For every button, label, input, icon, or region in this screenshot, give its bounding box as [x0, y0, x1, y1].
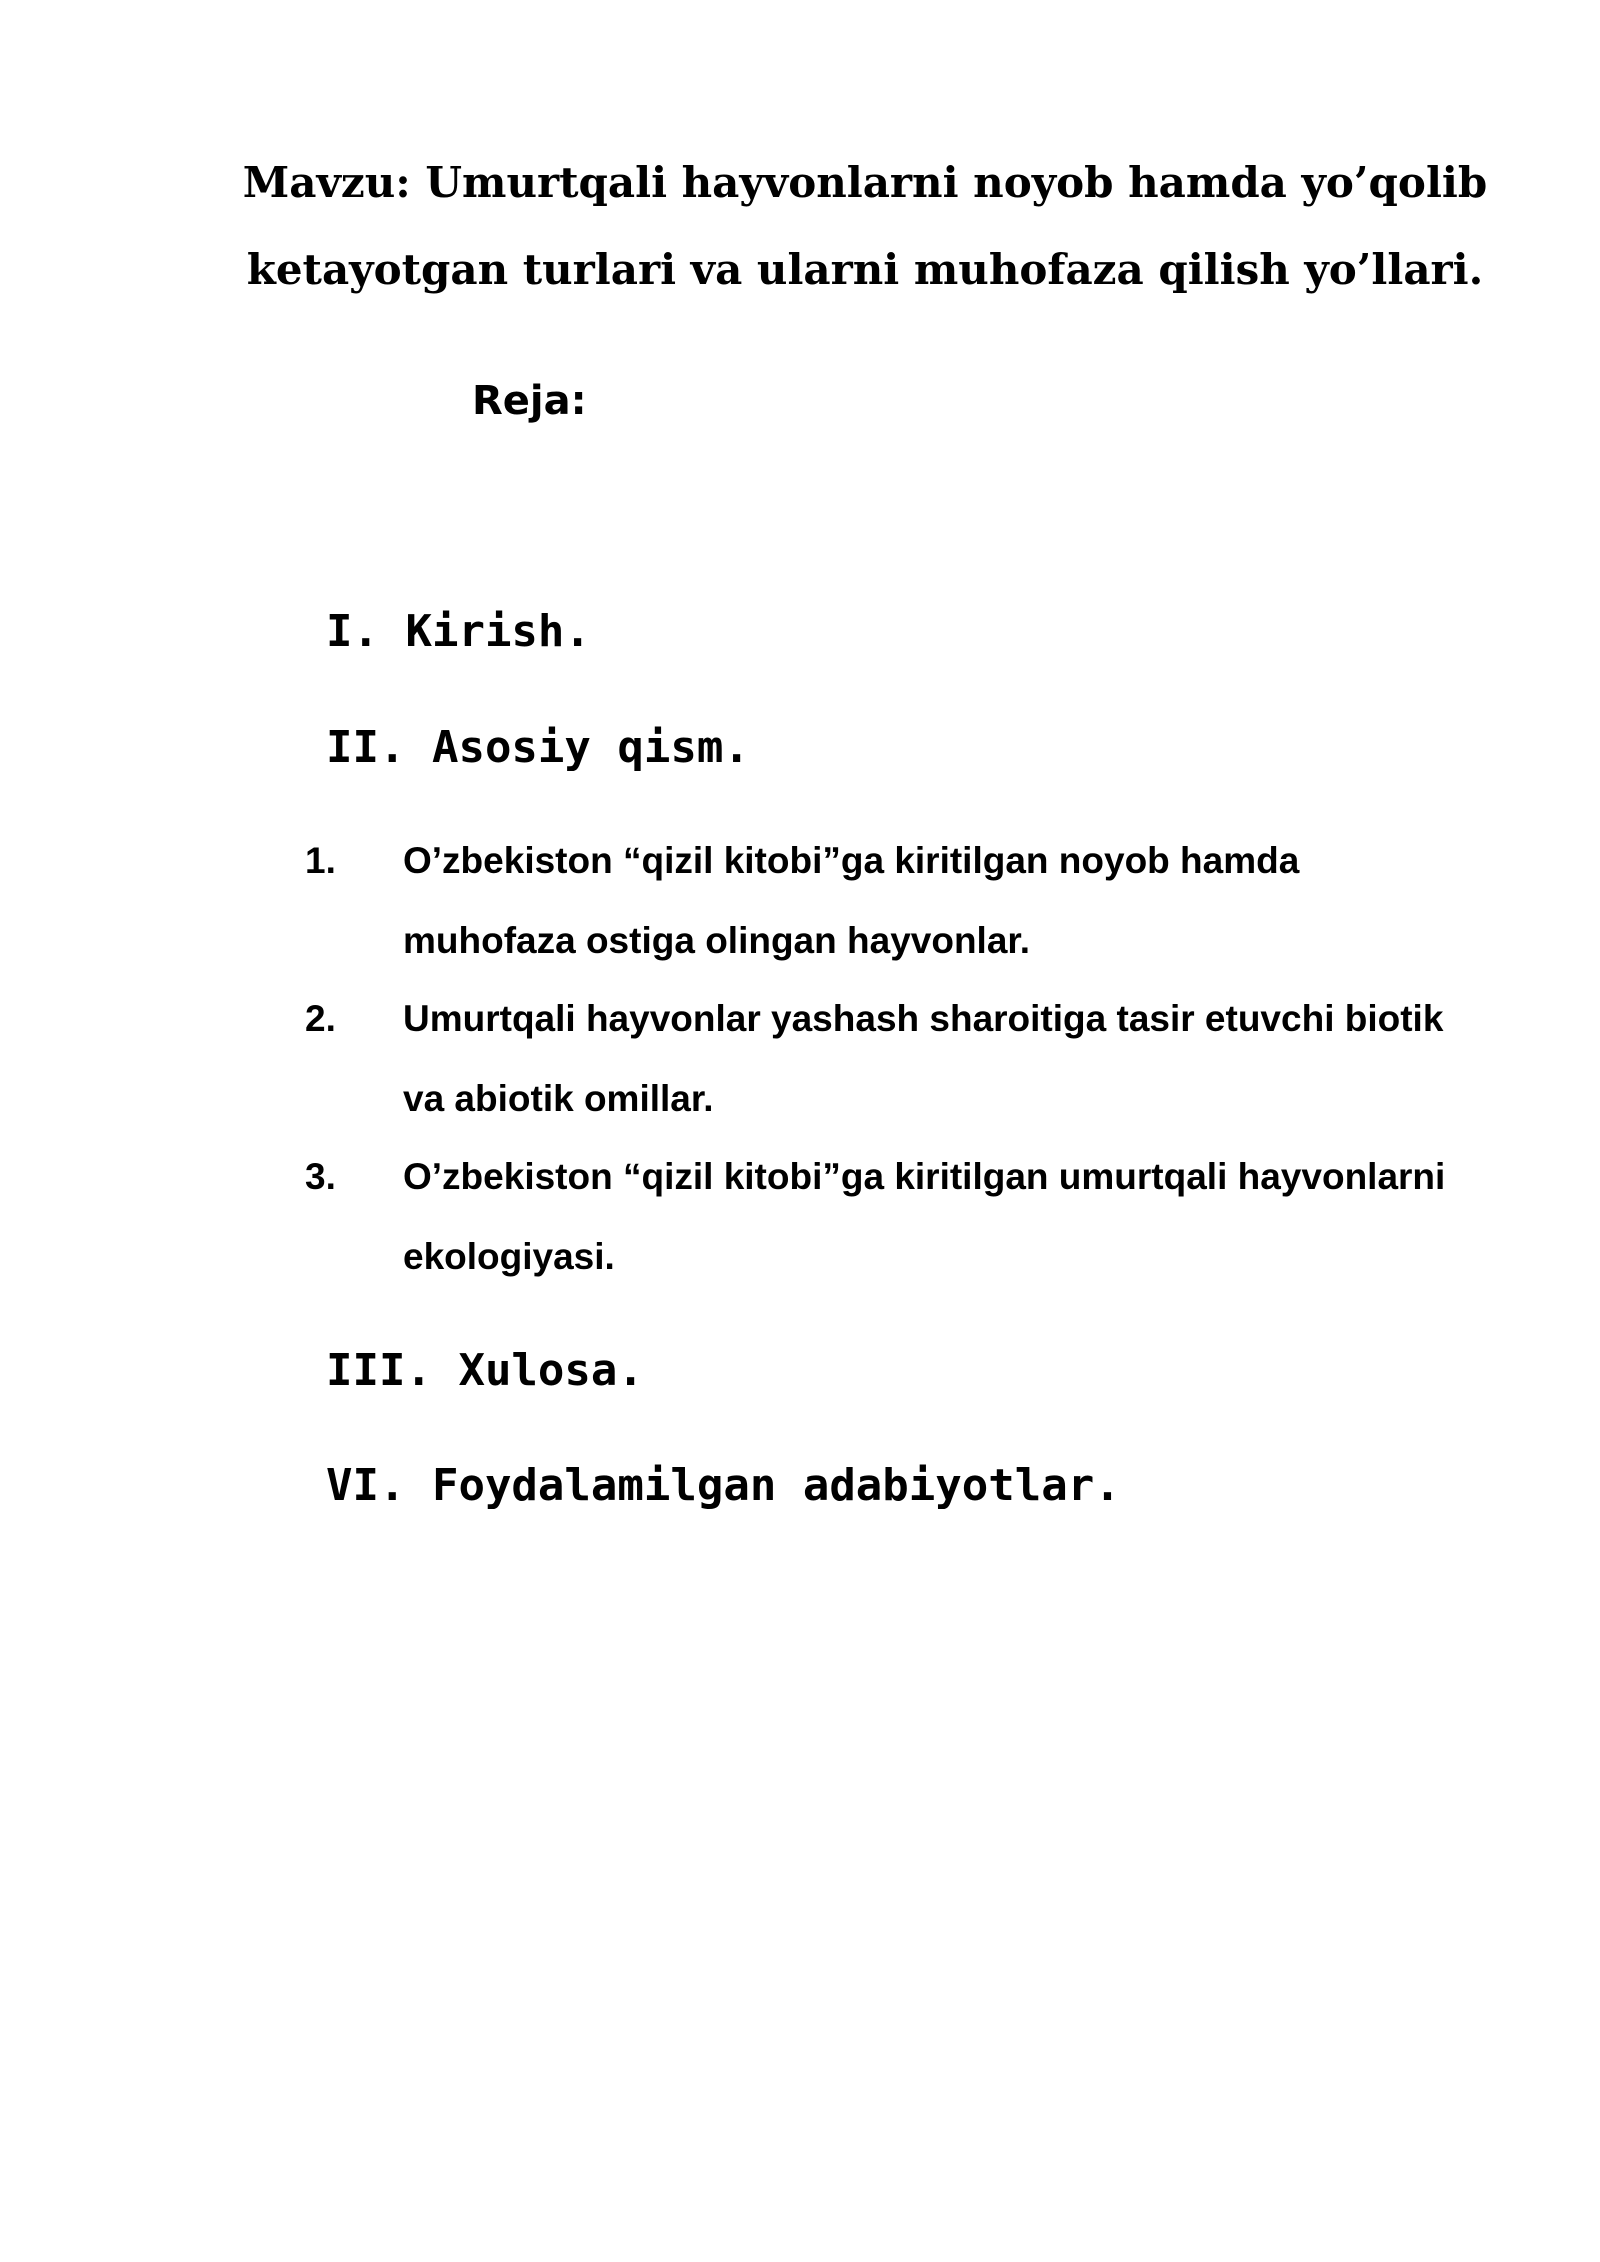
list-item-text-line-1: O’zbekiston “qizil kitobi”ga kiritilgan noyob hamda	[403, 840, 1300, 881]
list-item-text-line-2: va abiotik omillar.	[403, 1078, 714, 1119]
section-references: VI. Foydalamilgan adabiyotlar.	[326, 1460, 1121, 1511]
list-item-text-line-1: Umurtqali hayvonlar yashash sharoitiga tasir etuvchi biotik	[403, 998, 1444, 1039]
section-conclusion: III. Xulosa.	[326, 1345, 644, 1396]
plan-heading: Reja:	[472, 378, 587, 424]
list-item-text-line-2: muhofaza ostiga olingan hayvonlar.	[403, 920, 1031, 961]
section-main-part: II. Asosiy qism.	[326, 722, 750, 773]
list-item-text-line-2: ekologiyasi.	[403, 1236, 615, 1277]
document-title-line-1: Mavzu: Umurtqali hayvonlarni noyob hamda yo’qolib	[242, 158, 1488, 207]
list-item-number: 1.	[305, 840, 336, 881]
list-item-text-line-1: O’zbekiston “qizil kitobi”ga kiritilgan umurtqali hayvonlarni	[403, 1156, 1446, 1197]
document-title-line-2: ketayotgan turlari va ularni muhofaza qilish yo’llari.	[246, 245, 1484, 294]
list-item-number: 2.	[305, 998, 336, 1039]
list-item-number: 3.	[305, 1156, 336, 1197]
section-introduction: I. Kirish.	[326, 606, 591, 657]
